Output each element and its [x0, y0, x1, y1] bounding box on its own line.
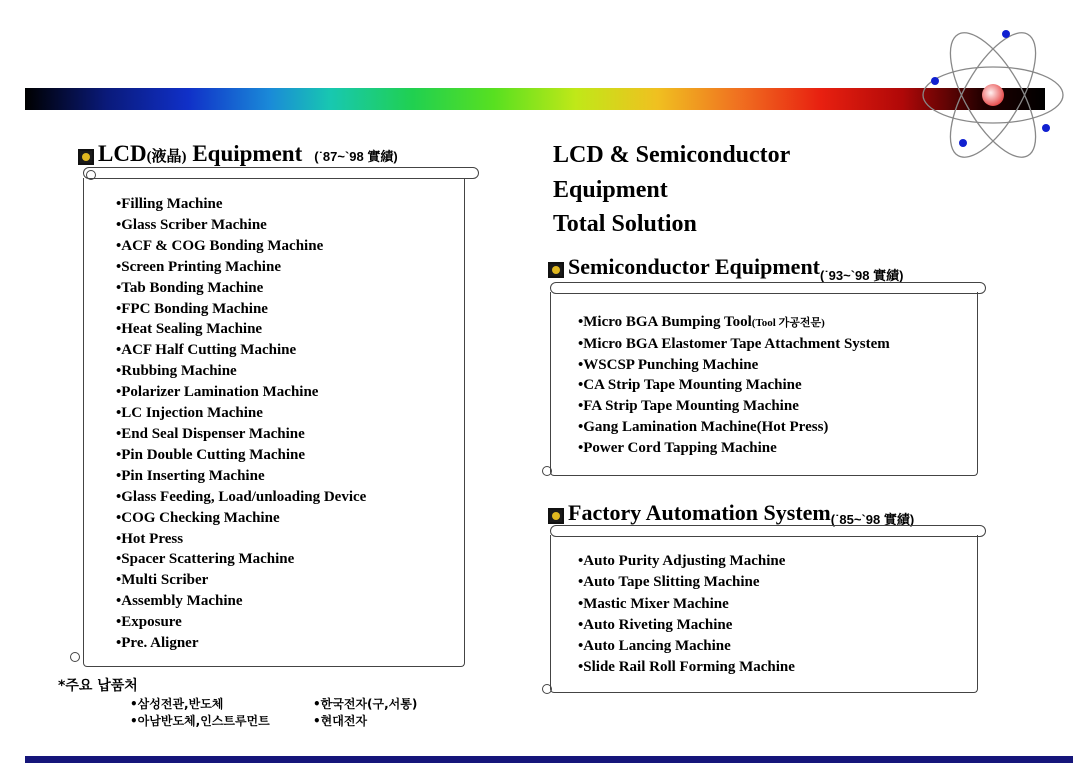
- list-item: • Spacer Scattering Machine: [116, 549, 366, 570]
- fa-title: Factory Automation System: [568, 500, 831, 525]
- lcd-title-hanja: (液晶): [146, 149, 187, 165]
- lcd-scroll-curl: [70, 652, 80, 662]
- atom-logo-icon: [915, 15, 1065, 175]
- semi-title: Semiconductor Equipment: [568, 254, 821, 279]
- list-item: • Filling Machine: [116, 194, 366, 215]
- fa-section-header: [548, 500, 914, 526]
- customer-item: •아남반도체,인스트루먼트: [130, 714, 270, 728]
- bullet-icon: [548, 262, 564, 278]
- list-item: • Rubbing Machine: [116, 361, 366, 382]
- list-item: • Micro BGA Elastomer Tape Attachment System: [578, 334, 890, 355]
- lcd-years: (˙87~`98 實績): [314, 149, 398, 164]
- page-title-line: LCD & Semiconductor: [553, 142, 791, 168]
- list-item: • Screen Printing Machine: [116, 257, 366, 278]
- list-item: • Mastic Mixer Machine: [578, 594, 795, 615]
- list-item: • Gang Lamination Machine(Hot Press): [578, 417, 890, 438]
- customers-heading: *주요 납품처: [58, 678, 138, 694]
- lcd-scroll-curl-top: [86, 170, 96, 180]
- fa-years: (˙85~`98 實績): [830, 512, 915, 527]
- list-item: • Heat Sealing Machine: [116, 319, 366, 340]
- list-item: • Glass Feeding, Load/unloading Device: [116, 487, 366, 508]
- list-item: • End Seal Dispenser Machine: [116, 424, 366, 445]
- list-item: • LC Injection Machine: [116, 403, 366, 424]
- list-item: • Auto Riveting Machine: [578, 615, 795, 636]
- list-item: • ACF Half Cutting Machine: [116, 340, 366, 361]
- customer-item: •현대전자: [313, 714, 368, 728]
- page-title: [553, 138, 790, 242]
- lcd-title: LCD: [98, 141, 147, 166]
- list-item: • Multi Scriber: [116, 570, 366, 591]
- semi-section-header: [548, 254, 904, 283]
- list-item: • Auto Tape Slitting Machine: [578, 572, 795, 593]
- list-item: • ACF & COG Bonding Machine: [116, 236, 366, 257]
- customer-item: •삼성전관,반도체: [130, 697, 224, 711]
- list-item: • FPC Bonding Machine: [116, 299, 366, 320]
- semi-item-list: [578, 312, 890, 459]
- list-item: • Tab Bonding Machine: [116, 278, 366, 299]
- list-item: • Slide Rail Roll Forming Machine: [578, 657, 795, 678]
- list-item: • Pre. Aligner: [116, 633, 366, 654]
- lcd-section-header: [78, 141, 398, 167]
- lcd-title-rest: Equipment: [186, 141, 303, 166]
- list-item: • Power Cord Tapping Machine: [578, 438, 890, 459]
- semi-item-main: Micro BGA Bumping Tool: [583, 314, 752, 330]
- list-item: • Auto Lancing Machine: [578, 636, 795, 657]
- list-item: • COG Checking Machine: [116, 508, 366, 529]
- lcd-item-list: [116, 194, 366, 654]
- list-item: • FA Strip Tape Mounting Machine: [578, 396, 890, 417]
- footer-bar: [25, 756, 1073, 763]
- list-item: • Pin Inserting Machine: [116, 466, 366, 487]
- list-item: • Pin Double Cutting Machine: [116, 445, 366, 466]
- list-item: [578, 312, 890, 334]
- list-item: • Polarizer Lamination Machine: [116, 382, 366, 403]
- customer-item: •한국전자(구,서통): [313, 697, 418, 711]
- bullet-icon: [78, 149, 94, 165]
- header-gradient-bar: [25, 88, 1045, 110]
- list-item: • CA Strip Tape Mounting Machine: [578, 375, 890, 396]
- bullet-icon: [548, 508, 564, 524]
- list-item: • WSCSP Punching Machine: [578, 355, 890, 376]
- page-title-line: Total Solution: [553, 211, 697, 237]
- list-item: • Hot Press: [116, 529, 366, 550]
- semi-item-note: (Tool 가공전문): [751, 317, 825, 329]
- list-item: • Assembly Machine: [116, 591, 366, 612]
- page-title-line: Equipment: [553, 176, 668, 203]
- list-item: • Exposure: [116, 612, 366, 633]
- fa-item-list: [578, 551, 795, 679]
- list-item: • Auto Purity Adjusting Machine: [578, 551, 795, 572]
- list-item: • Glass Scriber Machine: [116, 215, 366, 236]
- semi-scroll-curl: [542, 466, 552, 476]
- fa-scroll-curl: [542, 684, 552, 694]
- semi-years: (˙93~`98 實績): [820, 268, 904, 283]
